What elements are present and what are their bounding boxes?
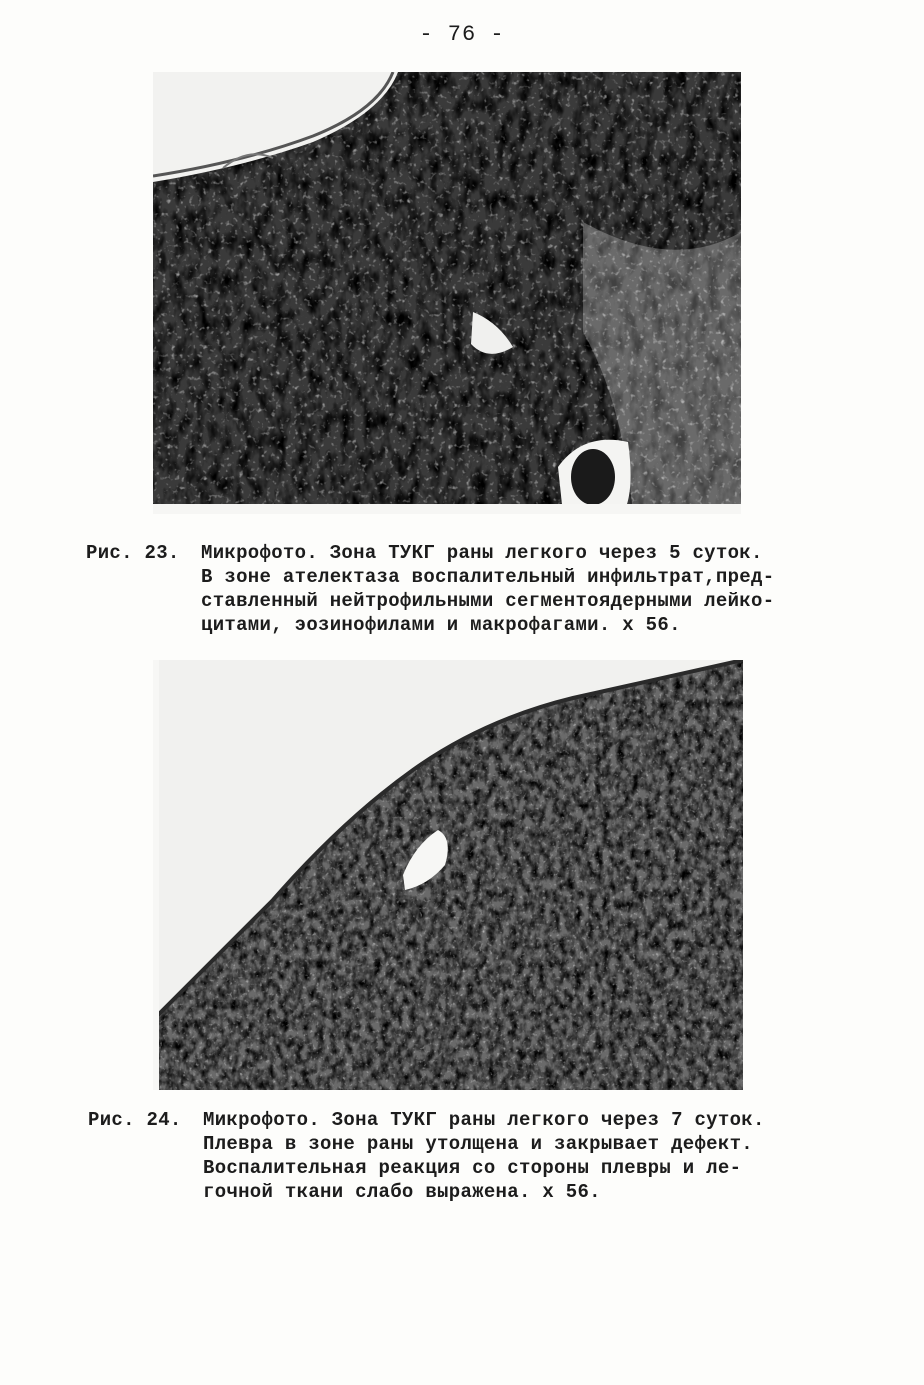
figure-24-micrograph — [153, 660, 743, 1090]
caption-line: Микрофото. Зона ТУКГ раны легкого через 7 суток. — [203, 1109, 765, 1131]
caption-line: ставленный нейтрофильными сегментоядерными лейко- — [201, 590, 775, 612]
caption-line: Микрофото. Зона ТУКГ раны легкого через 5 суток. — [201, 542, 763, 564]
caption-line: цитами, эозинофилами и макрофагами. х 56. — [201, 614, 681, 636]
caption-line: Плевра в зоне раны утолщена и закрывает дефект. — [203, 1133, 753, 1155]
page-number: - 76 - — [419, 22, 505, 47]
figure-24-caption — [88, 1108, 848, 1208]
caption-line: гочной ткани слабо выражена. х 56. — [203, 1181, 601, 1203]
caption-line: В зоне ателектаза воспалительный инфильтрат,пред- — [201, 566, 775, 588]
caption-line: Воспалительная реакция со стороны плевры и ле- — [203, 1157, 742, 1179]
figure-23-caption — [86, 541, 846, 641]
figure-24-label: Рис. 24. — [88, 1109, 182, 1131]
figure-23-label: Рис. 23. — [86, 542, 180, 564]
figure-23-micrograph — [153, 72, 741, 514]
